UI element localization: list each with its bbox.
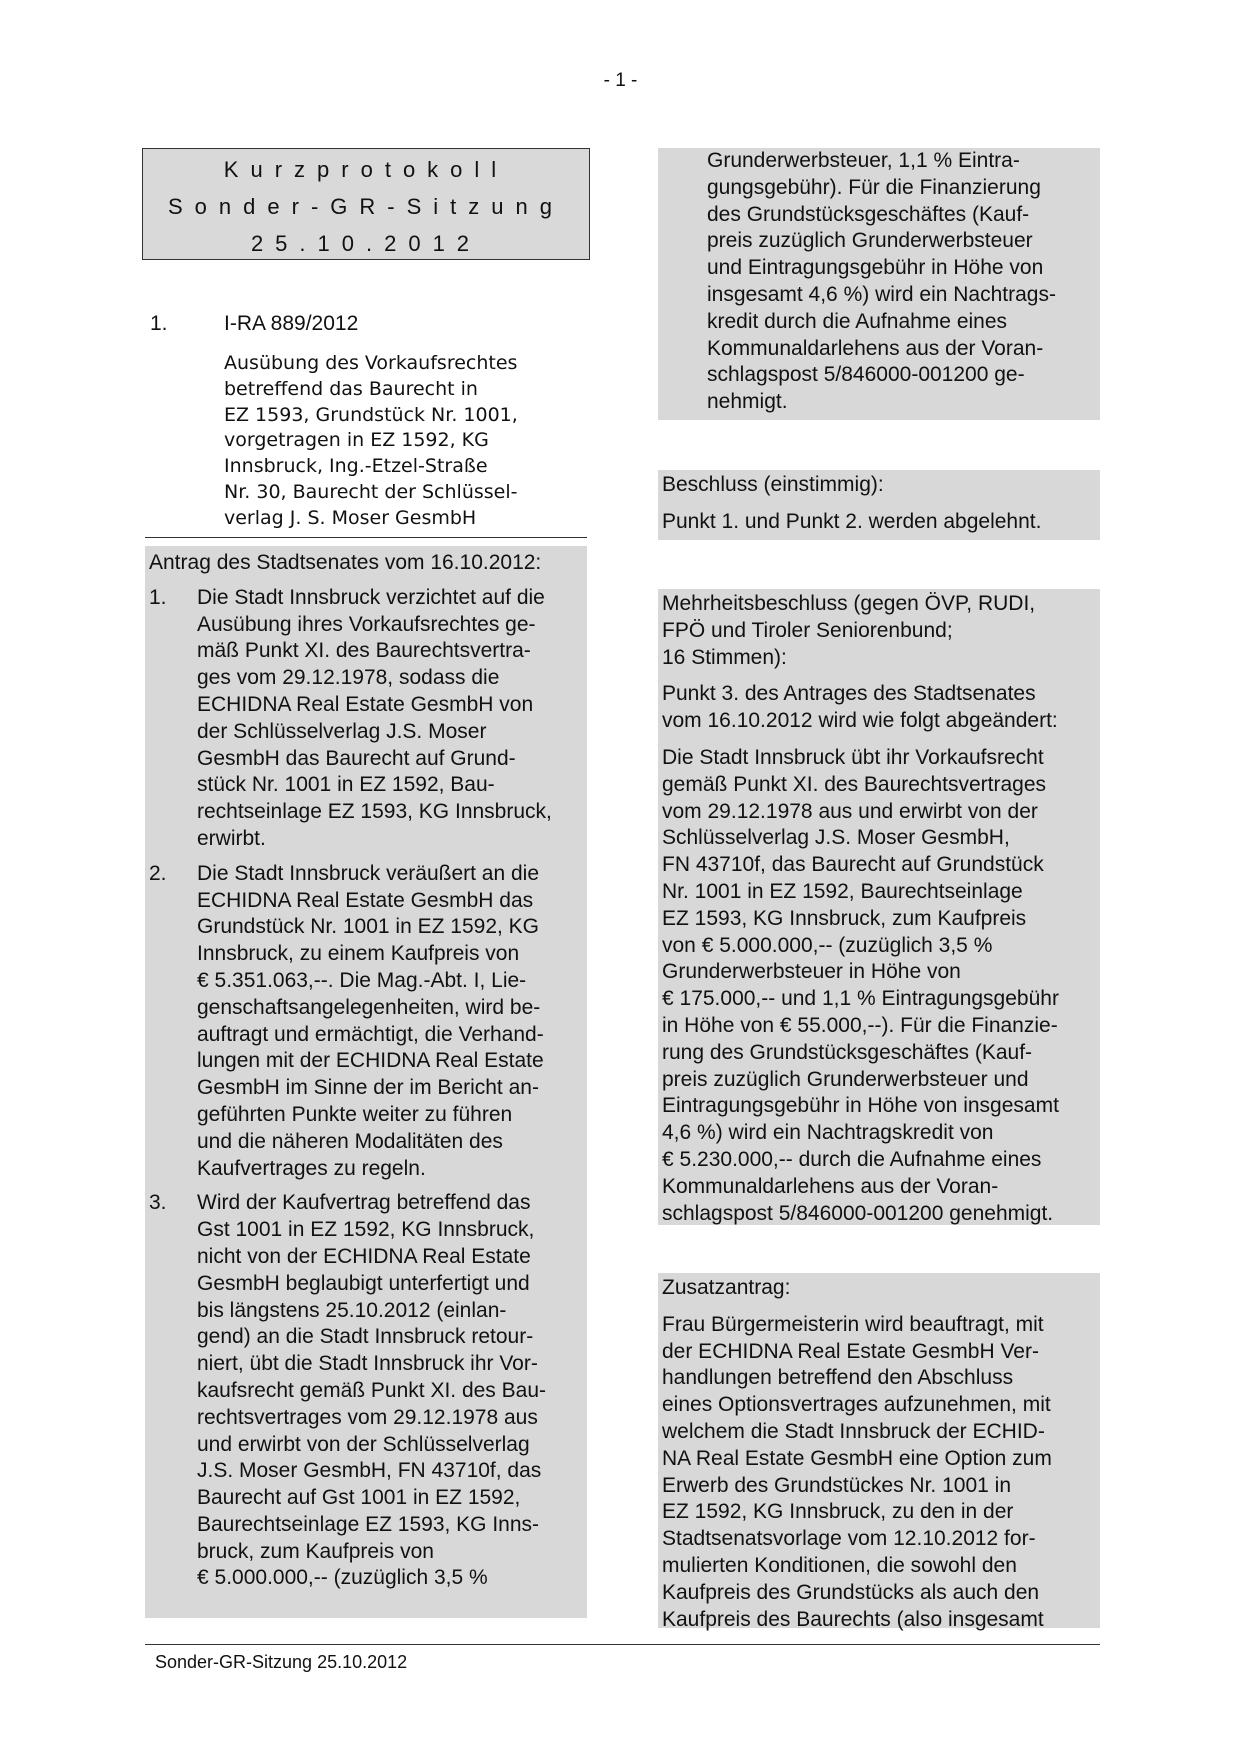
point-line: ECHIDNA Real Estate GesmbH von xyxy=(197,692,534,716)
para-line: rung des Grundstücksgeschäftes (Kauf- xyxy=(662,1040,1033,1064)
beschluss-heading: Beschluss (einstimmig): xyxy=(662,473,884,496)
point-line: und die näheren Modalitäten des xyxy=(197,1129,503,1153)
para-line: von € 5.000.000,-- (zuzüglich 3,5 % xyxy=(662,933,993,957)
continuation-line: insgesamt 4,6 %) wird ein Nachtrags- xyxy=(707,282,1056,306)
mehrheitsbeschluss-para1 xyxy=(662,681,1096,735)
para-line: gemäß Punkt XI. des Baurechtsvertrages xyxy=(662,772,1047,796)
point-number: 1. xyxy=(149,585,167,609)
zusatz-line: der ECHIDNA Real Estate GesmbH Ver- xyxy=(662,1339,1039,1363)
point-line: stück Nr. 1001 in EZ 1592, Bau- xyxy=(197,773,495,797)
zusatz-line: Erwerb des Grundstückes Nr. 1001 in xyxy=(662,1473,1012,1497)
antrag-point-3 xyxy=(149,1190,583,1592)
antrag-point-1 xyxy=(149,585,583,853)
point-line: mäß Punkt XI. des Baurechtsvertra- xyxy=(197,639,531,663)
subject-divider xyxy=(145,537,587,538)
para-line: vom 16.10.2012 wird wie folgt abgeändert: xyxy=(662,709,1058,733)
antrag-continuation-block xyxy=(658,148,1100,420)
subject-line: Ausübung des Vorkaufsrechtes xyxy=(224,352,518,374)
mehrheitsbeschluss-block xyxy=(658,589,1100,1225)
antrag-heading: Antrag des Stadtsenates vom 16.10.2012: xyxy=(149,551,542,574)
point-line: rechtsvertrages vom 29.12.1978 aus xyxy=(197,1405,538,1429)
title-line: 25.10.2012 xyxy=(250,231,482,256)
subject-line: EZ 1593, Grundstück Nr. 1001, xyxy=(224,403,518,426)
para-line: EZ 1593, KG Innsbruck, zum Kaufpreis xyxy=(662,906,1027,930)
zusatz-line: Stadtsenatsvorlage vom 12.10.2012 for- xyxy=(662,1527,1036,1551)
item-number: 1. xyxy=(150,312,168,335)
zusatz-line: Frau Bürgermeisterin wird beauftragt, mit xyxy=(662,1312,1044,1336)
zusatz-line: EZ 1592, KG Innsbruck, zu den in der xyxy=(662,1500,1014,1524)
continuation-line: kredit durch die Aufnahme eines xyxy=(707,309,1008,333)
para-line: Die Stadt Innsbruck übt ihr Vorkaufsrecht xyxy=(662,745,1044,769)
point-line: Die Stadt Innsbruck verzichtet auf die xyxy=(197,585,545,609)
mehrheitsbeschluss-para2 xyxy=(662,745,1096,1227)
subject-line: verlag J. S. Moser GesmbH xyxy=(224,506,477,529)
para-line: preis zuzüglich Grunderwerbsteuer und xyxy=(662,1067,1029,1091)
continuation-line: des Grundstücksgeschäftes (Kauf- xyxy=(707,202,1030,226)
para-line: FN 43710f, das Baurecht auf Grundstück xyxy=(662,853,1044,877)
continuation-line: Grunderwerbsteuer, 1,1 % Eintra- xyxy=(707,149,1020,172)
zusatz-line: handlungen betreffend den Abschluss xyxy=(662,1366,1014,1390)
subject-line: vorgetragen in EZ 1592, KG xyxy=(224,429,489,452)
continuation-line: schlagspost 5/846000-001200 ge- xyxy=(707,363,1025,387)
beschluss-block xyxy=(658,470,1100,540)
subject-line: betreffend das Baurecht in xyxy=(224,377,478,400)
point-line: Wird der Kaufvertrag betreffend das xyxy=(197,1191,531,1215)
title-line: Kurzprotokoll xyxy=(223,157,509,182)
para-line: Schlüsselverlag J.S. Moser GesmbH, xyxy=(662,826,1010,850)
point-line: GesmbH im Sinne der im Bericht an- xyxy=(197,1076,539,1100)
zusatz-line: eines Optionsvertrages aufzunehmen, mit xyxy=(662,1393,1051,1417)
zusatzantrag-body xyxy=(662,1312,1096,1634)
footer-text: Sonder-GR-Sitzung 25.10.2012 xyxy=(155,1652,408,1672)
point-line: niert, übt die Stadt Innsbruck ihr Vor- xyxy=(197,1352,538,1376)
continuation-line: nehmigt. xyxy=(707,390,788,414)
point-line: rechtseinlage EZ 1593, KG Innsbruck, xyxy=(197,800,552,824)
point-line: Die Stadt Innsbruck veräußert an die xyxy=(197,861,540,885)
point-number: 2. xyxy=(149,861,167,885)
point-line: € 5.351.063,--. Die Mag.-Abt. I, Lie- xyxy=(197,968,527,992)
para-line: 4,6 %) wird ein Nachtragskredit von xyxy=(662,1121,994,1145)
point-line: kaufsrecht gemäß Punkt XI. des Bau- xyxy=(197,1378,547,1402)
point-line: Ausübung ihres Vorkaufsrechtes ge- xyxy=(197,612,536,636)
para-line: Kommunaldarlehens aus der Voran- xyxy=(662,1174,999,1198)
para-line: vom 29.12.1978 aus und erwirbt von der xyxy=(662,799,1038,823)
point-line: bis längstens 25.10.2012 (einlan- xyxy=(197,1298,507,1322)
para-line: in Höhe von € 55.000,--). Für die Finanzie- xyxy=(662,1013,1058,1037)
point-line: ges vom 29.12.1978, sodass die xyxy=(197,666,500,690)
mehrheitsbeschluss-heading xyxy=(662,591,1096,671)
item-subject xyxy=(224,351,584,532)
subject-line: Nr. 30, Baurecht der Schlüssel- xyxy=(224,480,518,503)
subject-line: Innsbruck, Ing.-Etzel-Straße xyxy=(224,455,488,478)
beschluss-text: Punkt 1. und Punkt 2. werden abgelehnt. xyxy=(662,509,1042,533)
para-line: Punkt 3. des Antrages des Stadtsenates xyxy=(662,682,1036,706)
point-line: lungen mit der ECHIDNA Real Estate xyxy=(197,1049,544,1073)
continuation-line: preis zuzüglich Grunderwerbsteuer xyxy=(707,229,1033,253)
point-line: J.S. Moser GesmbH, FN 43710f, das xyxy=(197,1459,542,1483)
antrag-block xyxy=(145,546,587,1618)
para-line: € 175.000,-- und 1,1 % Eintragungsgebühr xyxy=(662,987,1059,1011)
zusatzantrag-block xyxy=(658,1273,1100,1631)
point-line: GesmbH beglaubigt unterfertigt und xyxy=(197,1271,530,1295)
antrag-point-2 xyxy=(149,861,583,1183)
point-line: bruck, zum Kaufpreis von xyxy=(197,1539,434,1563)
point-line: der Schlüsselverlag J.S. Moser xyxy=(197,719,487,743)
point-line: GesmbH das Baurecht auf Grund- xyxy=(197,746,516,770)
continuation-line: Kommunaldarlehens aus der Voran- xyxy=(707,336,1044,360)
point-line: Innsbruck, zu einem Kaufpreis von xyxy=(197,942,520,966)
point-line: ECHIDNA Real Estate GesmbH das xyxy=(197,888,534,912)
item-reference: I-RA 889/2012 xyxy=(224,312,359,335)
page-number: - 1 - xyxy=(603,70,638,91)
para-line: schlagspost 5/846000-001200 genehmigt. xyxy=(662,1201,1054,1225)
point-line: gend) an die Stadt Innsbruck retour- xyxy=(197,1325,534,1349)
continuation-line: und Eintragungsgebühr in Höhe von xyxy=(707,256,1044,280)
footer-divider xyxy=(145,1644,1100,1645)
point-line: Baurecht auf Gst 1001 in EZ 1592, xyxy=(197,1486,521,1510)
zusatz-line: welchem die Stadt Innsbruck der ECHID- xyxy=(662,1419,1045,1443)
para-line: Grunderwerbsteuer in Höhe von xyxy=(662,960,961,984)
point-line: geführten Punkte weiter zu führen xyxy=(197,1102,513,1126)
heading-line: FPÖ und Tiroler Seniorenbund; xyxy=(662,618,953,642)
point-line: Baurechtseinlage EZ 1593, KG Inns- xyxy=(197,1512,540,1536)
heading-line: 16 Stimmen): xyxy=(662,645,787,669)
point-line: erwirbt. xyxy=(197,826,266,850)
title-line: Sonder-GR-Sitzung xyxy=(168,194,564,219)
point-number: 3. xyxy=(149,1191,167,1215)
zusatz-line: Kaufpreis des Baurechts (also insgesamt xyxy=(662,1607,1044,1631)
point-line: Grundstück Nr. 1001 in EZ 1592, KG xyxy=(197,915,540,939)
point-line: Kaufvertrages zu regeln. xyxy=(197,1156,426,1180)
point-line: und erwirbt von der Schlüsselverlag xyxy=(197,1432,530,1456)
point-line: auftragt und ermächtigt, die Verhand- xyxy=(197,1022,544,1046)
para-line: Nr. 1001 in EZ 1592, Baurechtseinlage xyxy=(662,879,1023,903)
continuation-line: gungsgebühr). Für die Finanzierung xyxy=(707,175,1041,199)
point-line: nicht von der ECHIDNA Real Estate xyxy=(197,1244,531,1268)
heading-line: Mehrheitsbeschluss (gegen ÖVP, RUDI, xyxy=(662,592,1036,615)
title-box xyxy=(142,148,590,260)
zusatz-line: NA Real Estate GesmbH eine Option zum xyxy=(662,1446,1052,1470)
point-line: genschaftsangelegenheiten, wird be- xyxy=(197,995,541,1019)
para-line: Eintragungsgebühr in Höhe von insgesamt xyxy=(662,1094,1059,1118)
point-line: € 5.000.000,-- (zuzüglich 3,5 % xyxy=(197,1566,488,1590)
zusatz-line: mulierten Konditionen, die sowohl den xyxy=(662,1553,1017,1577)
point-line: Gst 1001 in EZ 1592, KG Innsbruck, xyxy=(197,1218,535,1242)
para-line: € 5.230.000,-- durch die Aufnahme eines xyxy=(662,1147,1042,1171)
zusatz-line: Kaufpreis des Grundstücks als auch den xyxy=(662,1580,1040,1604)
zusatzantrag-heading: Zusatzantrag: xyxy=(662,1276,791,1299)
